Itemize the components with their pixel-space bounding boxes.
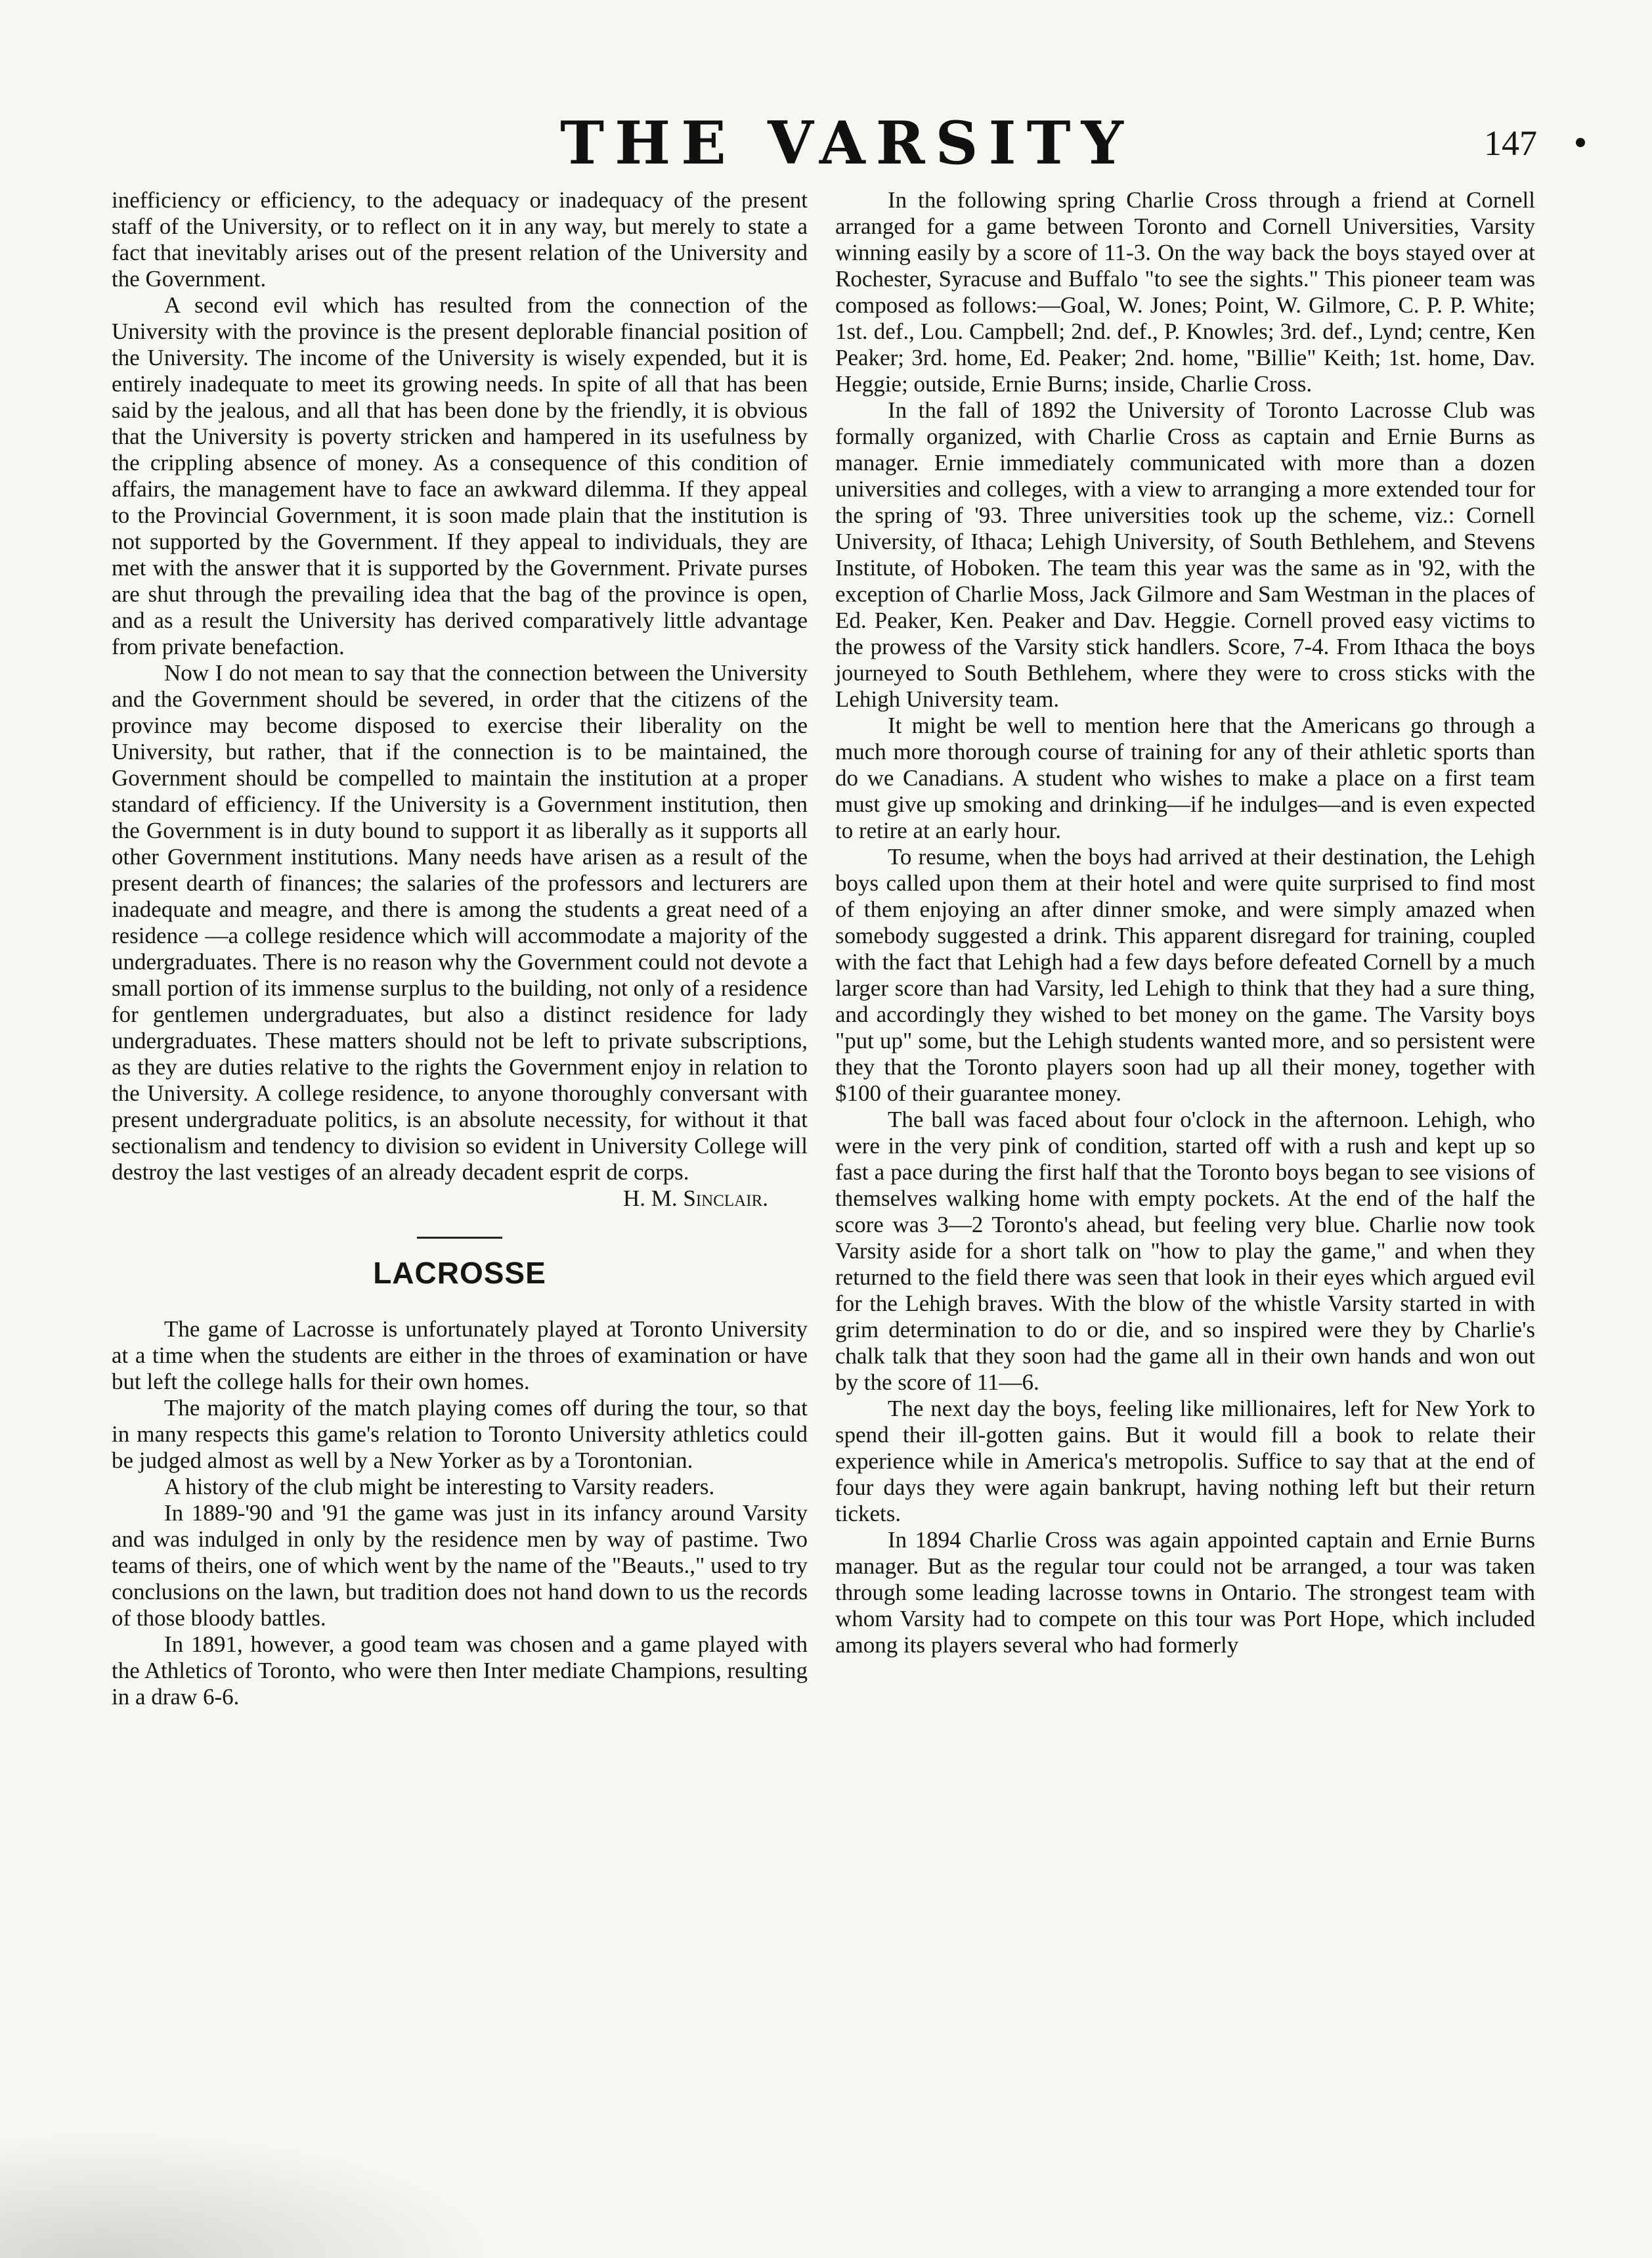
publication-title: THE VARSITY <box>560 108 1134 178</box>
article-paragraph: In 1889-'90 and '91 the game was just in its infancy around Varsity and was indulged in only by the residence men by way of pastime. Two teams of theirs, one of which went by the name of the "Beauts.," used to try conclusions on the lawn, but tradition does not hand down to us the records of those bloody battles. <box>112 1500 808 1631</box>
article-paragraph: In the fall of 1892 the University of Toronto Lacrosse Club was formally organized, with Charlie Cross as captain and Ernie Burns as manager. Ernie immediately communicated with more than a dozen universities and colleges, with a view to arranging a more extended tour for the spring of '93. Three universities took up the scheme, viz.: Cornell University, of Ithaca; Lehigh University, of South Bethlehem, and Stevens Institute, of Hoboken. The team this year was the same as in '92, with the exception of Charlie Moss, Jack Gilmore and Sam Westman in the places of Ed. Peaker, Ken. Peaker and Dav. Heggie. Cornell proved easy victims to the prowess of the Varsity stick handlers. Score, 7-4. From Ithaca the boys journeyed to South Bethlehem, where they were to cross sticks with the Lehigh University team. <box>835 397 1535 712</box>
left-column <box>112 187 808 1710</box>
article-paragraph: In the following spring Charlie Cross through a friend at Cornell arranged for a game between Toronto and Cornell Universities, Varsity winning easily by a score of 11-3. On the way back the boys stayed over at Rochester, Syracuse and Buffalo "to see the sights." This pioneer team was composed as follows:—Goal, W. Jones; Point, W. Gilmore, C. P. P. White; 1st. def., Lou. Campbell; 2nd. def., P. Knowles; 3rd. def., Lynd; centre, Ken Peaker; 3rd. home, Ed. Peaker; 2nd. home, "Billie" Keith; 1st. home, Dav. Heggie; outside, Ernie Burns; inside, Charlie Cross. <box>835 187 1535 397</box>
ink-dot <box>1576 138 1585 147</box>
article-paragraph: In 1894 Charlie Cross was again appointed captain and Ernie Burns manager. But as the regular tour could not be arranged, a tour was taken through some leading lacrosse towns in Ontario. The strongest team with whom Varsity had to compete on this tour was Port Hope, which included among its players several who had formerly <box>835 1527 1535 1658</box>
article-paragraph: The next day the boys, feeling like millionaires, left for New York to spend their ill-gotten gains. But it would fill a book to relate their experience while in America's metropolis. Suffice to say that at the end of four days they were again bankrupt, having nothing left but their return tickets. <box>835 1396 1535 1526</box>
article-paragraph: The majority of the match playing comes off during the tour, so that in many respects this game's relation to Toronto University athletics could be judged almost as well by a New Yorker as by a Torontonian. <box>112 1395 808 1473</box>
article-paragraph: It might be well to mention here that the Americans go through a much more thorough course of training for any of their athletic sports than do we Canadians. A student who wishes to make a place on a first team must give up smoking and drinking—if he indulges—and is even expected to retire at an early hour. <box>835 713 1535 843</box>
article-paragraph: A history of the club might be interesting to Varsity readers. <box>164 1474 715 1499</box>
scan-noise <box>0 2121 525 2258</box>
section-divider <box>417 1237 502 1239</box>
article-paragraph: To resume, when the boys had arrived at their destination, the Lehigh boys called upon them at their hotel and were quite surprised to find most of them enjoying an after dinner smoke, and were simply amazed when somebody suggested a drink. This apparent disregard for training, coupled with the fact that Lehigh had a few days before defeated Cornell by a much larger score than had Varsity, led Lehigh to think that they had a sure thing, and accordingly they wished to bet money on the game. The Varsity boys "put up" some, but the Lehigh students wanted more, and so persistent were they that the Toronto players soon had up all their money, together with $100 of their guarantee money. <box>835 844 1535 1106</box>
article-paragraph: Now I do not mean to say that the connection between the University and the Government should be severed, in order that the citizens of the province may become disposed to exercise their liberality on the University, but rather, that if the connection is to be maintained, the Government should be compelled to maintain the institution at a proper standard of efficiency. If the University is a Government institution, then the Government is in duty bound to support it as liberally as it supports all other Government institutions. Many needs have arisen as a result of the present dearth of finances; the salaries of the professors and lecturers are inadequate and meagre, and there is among the students a great need of a residence —a college residence which will accommodate a majority of the undergraduates. There is no reason why the Government could not devote a small portion of its immense surplus to the building, not only of a residence for gentlemen undergraduates, but also a distinct residence for lady undergraduates. These matters should not be left to private subscriptions, as they are duties relative to the rights the Government enjoy in relation to the University. A college residence, to anyone thoroughly conversant with present undergraduate politics, is an absolute necessity, for without it that sectionalism and tendency to division so evident in University College will destroy the last vestiges of an already decadent esprit de corps. <box>112 660 808 1185</box>
article-paragraph: The ball was faced about four o'clock in the afternoon. Lehigh, who were in the very pink of condition, started off with a rush and kept up so fast a pace during the first half that the Toronto boys began to see visions of themselves walking home with empty pockets. At the end of the half the score was 3—2 Toronto's ahead, but feeling very blue. Charlie now took Varsity aside for a short talk on "how to play the game," and when they returned to the field there was seen that look in their eyes which argued evil for the Lehigh braves. With the blow of the whistle Varsity started in with grim determination to do or die, and so inspired were they by Charlie's chalk talk that they soon had the game all in their own hands and won out by the score of 11—6. <box>835 1107 1535 1395</box>
section-heading: LACROSSE <box>373 1256 546 1290</box>
page-number: 147 <box>1484 123 1537 163</box>
article-paragraph: The game of Lacrosse is unfortunately played at Toronto University at a time when the students are either in the throes of examination or have but left the college halls for their own homes. <box>112 1316 808 1394</box>
masthead <box>0 99 1652 184</box>
article-paragraph: A second evil which has resulted from the connection of the University with the province is the present deplorable financial position of the University. The income of the University is wisely expended, but it is entirely inadequate to meet its growing needs. In spite of all that has been said by the jealous, and all that has been done by the friendly, it is obvious that the University is poverty stricken and hampered in its usefulness by the crippling absence of money. As a consequence of this condition of affairs, the management have to face an awkward dilemma. If they appeal to the Provincial Government, it is soon made plain that the institution is not supported by the Government. If they appeal to individuals, they are met with the answer that it is supported by the Government. Private purses are shut through the prevailing idea that the bag of the province is open, and as a result the University has derived comparatively little advantage from private benefaction. <box>112 292 808 659</box>
article-paragraph: inefficiency or efficiency, to the adequacy or inadequacy of the present staff of the University, or to reflect on it in any way, but merely to state a fact that inevitably arises out of the present relation of the University and the Government. <box>112 187 808 292</box>
right-column <box>835 187 1535 1658</box>
article-paragraph: In 1891, however, a good team was chosen and a game played with the Athletics of Toronto, who were then Inter mediate Champions, resulting in a draw 6-6. <box>112 1631 808 1710</box>
author-signature: H. M. Sinclair. <box>623 1185 768 1211</box>
